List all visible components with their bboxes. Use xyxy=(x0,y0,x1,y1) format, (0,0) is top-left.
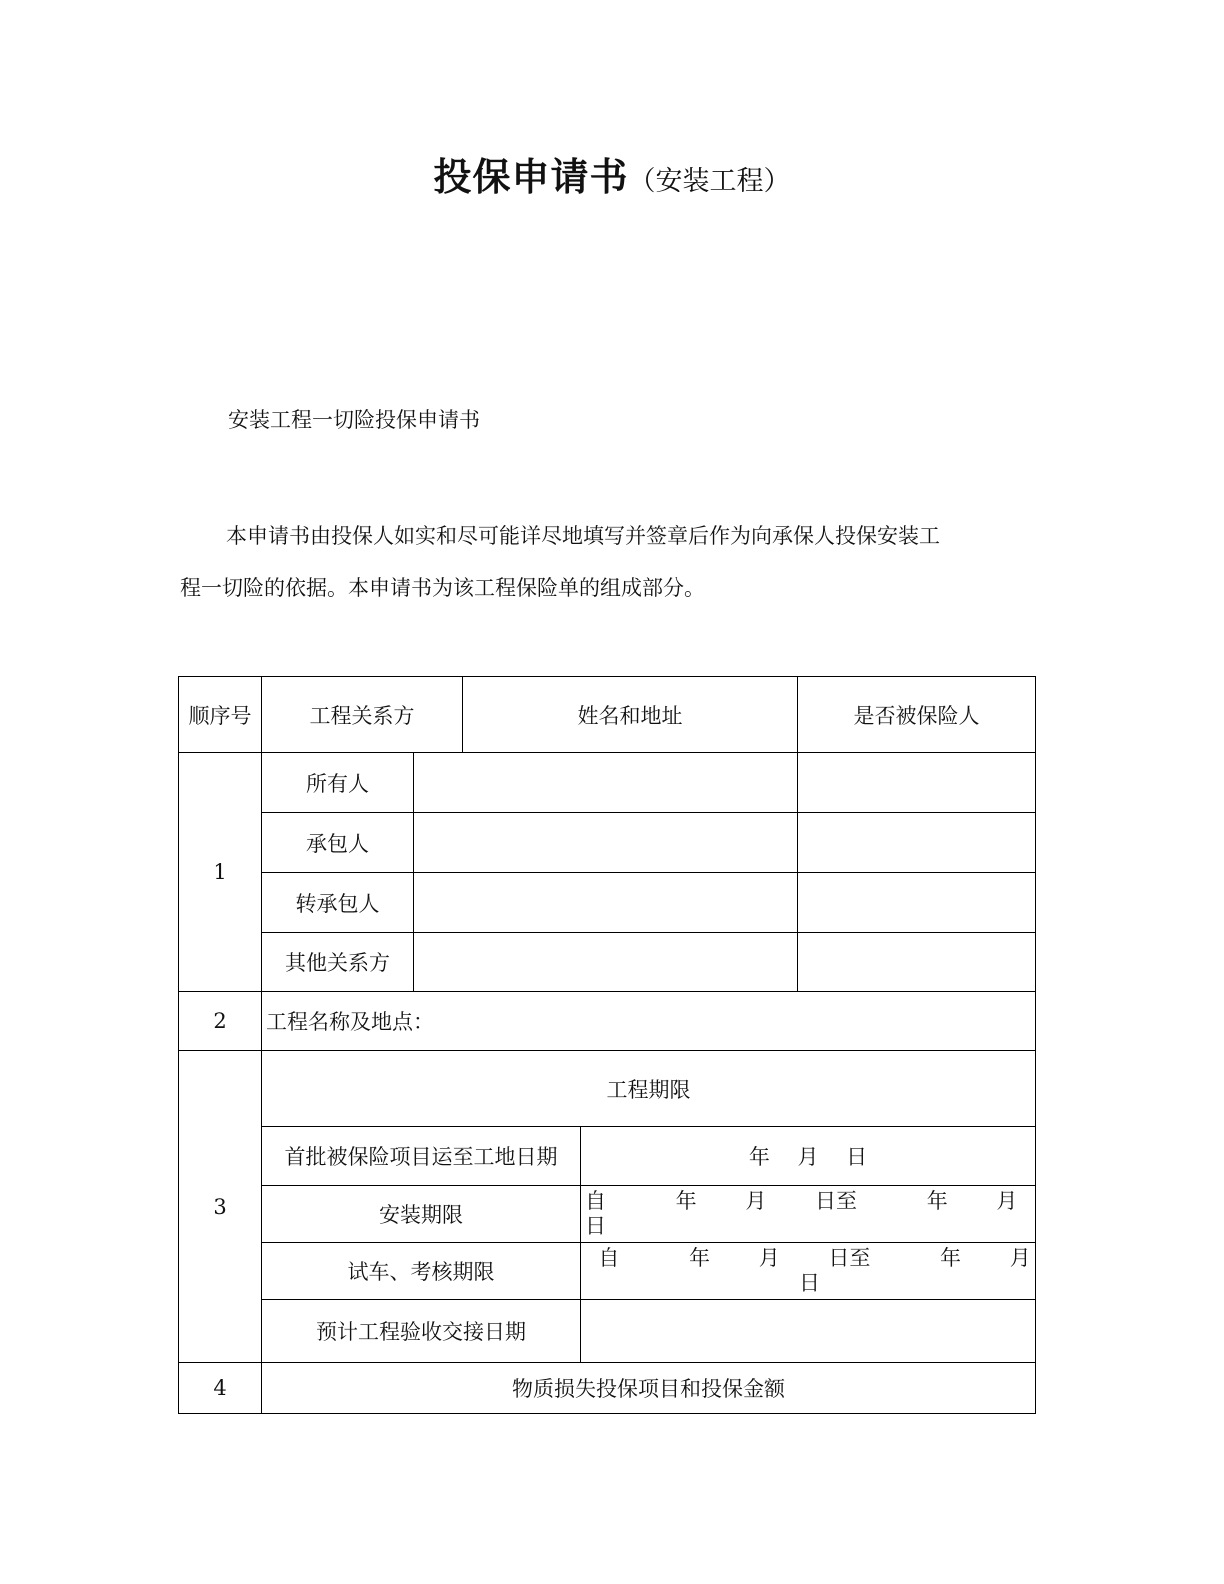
trial-period-row xyxy=(179,1243,1036,1300)
trial-period-field[interactable] xyxy=(581,1243,1036,1300)
material-loss-heading: 物质损失投保项目和投保金额 xyxy=(262,1363,1036,1414)
header-name-address: 姓名和地址 xyxy=(463,677,798,753)
row3-seq: 3 xyxy=(179,1051,262,1363)
first-delivery-date-field[interactable]: 年 月 日 xyxy=(581,1127,1036,1186)
owner-name-address-field[interactable] xyxy=(414,753,798,813)
first-delivery-row xyxy=(179,1127,1036,1186)
acceptance-date-field[interactable] xyxy=(581,1300,1036,1363)
title-sub: （安装工程） xyxy=(628,166,791,197)
header-seq: 顺序号 xyxy=(179,677,262,753)
contractor-insured-field[interactable] xyxy=(798,813,1036,873)
header-party: 工程关系方 xyxy=(262,677,463,753)
intro-line-1: 本申请书由投保人如实和尽可能详尽地填写并签章后作为向承保人投保安装工 xyxy=(226,524,940,548)
subcontractor-insured-field[interactable] xyxy=(798,873,1036,933)
form-subtitle: 安装工程一切险投保申请书 xyxy=(228,408,480,432)
row1-seq: 1 xyxy=(179,753,262,992)
header-insured: 是否被保险人 xyxy=(798,677,1036,753)
material-loss-row xyxy=(179,1363,1036,1414)
party-label-subcontractor: 转承包人 xyxy=(262,873,414,933)
header-row xyxy=(179,677,1036,753)
trial-period-line-2: 日 xyxy=(799,1271,820,1295)
other-name-address-field[interactable] xyxy=(414,933,798,992)
party-label-owner: 所有人 xyxy=(262,753,414,813)
owner-insured-field[interactable] xyxy=(798,753,1036,813)
intro-paragraph xyxy=(180,510,1040,614)
intro-line-2: 程一切险的依据。本申请书为该工程保险单的组成部分。 xyxy=(180,576,705,600)
project-row xyxy=(179,992,1036,1051)
subcontractor-name-address-field[interactable] xyxy=(414,873,798,933)
row4-seq: 4 xyxy=(179,1363,262,1414)
contractor-name-address-field[interactable] xyxy=(414,813,798,873)
party-row-subcontractor xyxy=(179,873,1036,933)
row2-seq: 2 xyxy=(179,992,262,1051)
acceptance-date-label: 预计工程验收交接日期 xyxy=(262,1300,581,1363)
party-row-owner xyxy=(179,753,1036,813)
first-delivery-label: 首批被保险项目运至工地日期 xyxy=(262,1127,581,1186)
document-title xyxy=(0,146,1224,201)
acceptance-row xyxy=(179,1300,1036,1363)
period-heading: 工程期限 xyxy=(262,1051,1036,1127)
application-table xyxy=(178,676,1036,1414)
trial-period-label: 试车、考核期限 xyxy=(262,1243,581,1300)
install-period-row xyxy=(179,1186,1036,1243)
install-period-line-1: 自 年 月 日至 年 月 xyxy=(585,1189,1018,1213)
period-heading-row xyxy=(179,1051,1036,1127)
install-period-field[interactable] xyxy=(581,1186,1036,1243)
party-row-other xyxy=(179,933,1036,992)
install-period-label: 安装期限 xyxy=(262,1186,581,1243)
trial-period-line-1: 自 年 月 日至 年 月 xyxy=(585,1246,1031,1270)
party-label-other: 其他关系方 xyxy=(262,933,414,992)
project-name-location-field[interactable]: 工程名称及地点： xyxy=(262,992,1036,1051)
install-period-line-2: 日 xyxy=(585,1214,606,1238)
party-row-contractor xyxy=(179,813,1036,873)
other-insured-field[interactable] xyxy=(798,933,1036,992)
title-main: 投保申请书 xyxy=(433,155,629,199)
party-label-contractor: 承包人 xyxy=(262,813,414,873)
